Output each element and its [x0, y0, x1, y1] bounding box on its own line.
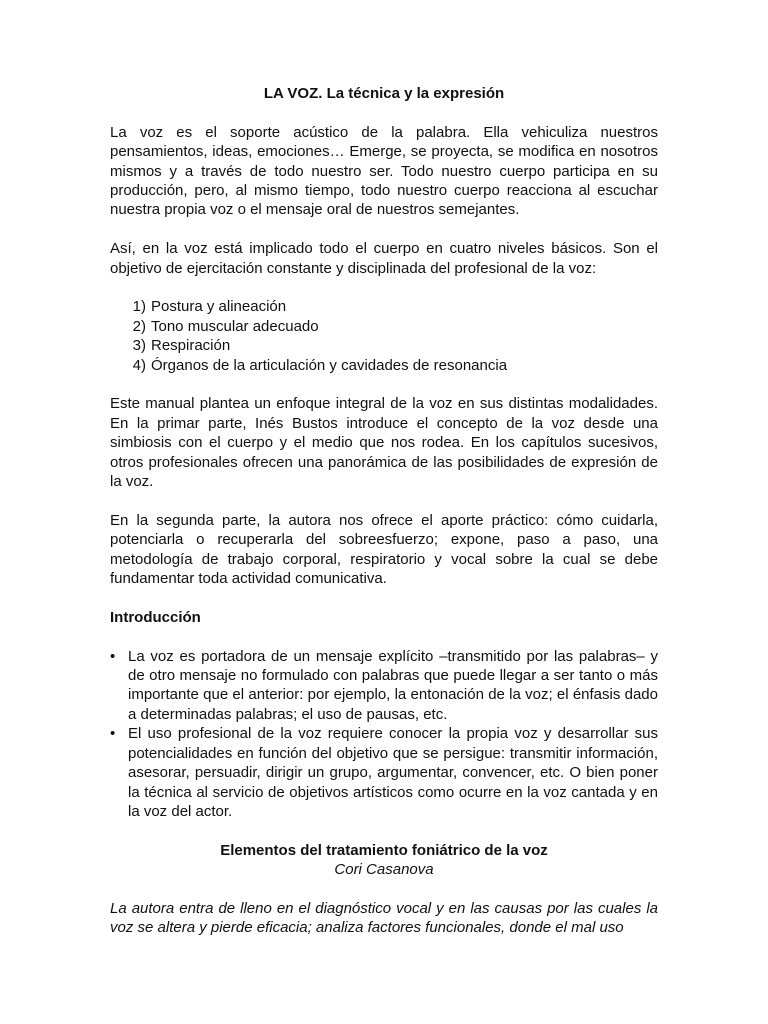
list-number: 4): [132, 356, 146, 374]
list-item: [110, 336, 658, 355]
list-number: 3): [132, 337, 146, 355]
section-author: Cori Casanova: [334, 861, 434, 879]
list-item: [110, 297, 658, 316]
document-title: LA VOZ. La técnica y la expresión: [263, 85, 505, 102]
paragraph: Este manual plantea un enfoque integral de la voz en sus distintas modalidades. En la primar parte, Inés Bustos introduce el concepto de la voz desde una simbiosis con el cuerpo y el medio que nos rodea. En los capítulos sucesivos, otros profesionales ofrecen una panorámica de las posibilidades de expresión de la voz.: [110, 395, 658, 491]
list-item: [110, 317, 658, 336]
list-item: [110, 356, 658, 375]
document-body: [110, 84, 658, 938]
paragraph: La voz es el soporte acústico de la palabra. Ella vehiculiza nuestros pensamientos, ideas, emociones… Emerge, se proyecta, se modifica en nosotros mismos y a través de todo nuestro ser. Todo nuestro cuerpo participa en su producción, pero, al mismo tiempo, todo nuestro cuerpo reacciona al escuchar nuestra propia voz o el mensaje oral de nuestros semejantes.: [110, 123, 658, 219]
list-item-text: Tono muscular adecuado: [151, 317, 319, 335]
numbered-list: [110, 297, 658, 375]
bullet-icon: •: [110, 647, 116, 665]
section-title: Elementos del tratamiento foniátrico de la voz: [220, 841, 548, 859]
bullet-item: [110, 647, 658, 725]
list-number: 2): [132, 317, 146, 335]
section-heading-introduccion: Introducción: [110, 608, 201, 626]
bullet-item: [110, 724, 658, 821]
list-number: 1): [132, 298, 146, 316]
bullet-text: El uso profesional de la voz requiere conocer la propia voz y desarrollar sus potencialidades en función del objetivo que se persigue: transmitir información, asesorar, persuadir, dirigir un grupo, argumentar, convencer, etc. O bien poner la técnica al servicio de objetivos artísticos como ocurre en la voz cantada y en la voz del actor.: [128, 725, 658, 820]
bullet-icon: •: [110, 725, 116, 743]
list-item-text: Respiración: [151, 337, 231, 355]
bullet-list: [110, 647, 658, 822]
paragraph: Así, en la voz está implicado todo el cuerpo en cuatro niveles básicos. Son el objetivo de ejercitación constante y disciplinada del profesional de la voz:: [110, 240, 658, 277]
paragraph: En la segunda parte, la autora nos ofrece el aporte práctico: cómo cuidarla, potenciarla o recuperarla del sobreesfuerzo; expone, paso a paso, una metodología de trabajo corporal, respiratorio y vocal sobre la cual se debe fundamentar toda actividad comunicativa.: [110, 511, 658, 588]
list-item-text: Órganos de la articulación y cavidades de resonancia: [151, 356, 508, 374]
bullet-text: La voz es portadora de un mensaje explícito –transmitido por las palabras– y de otro mensaje no formulado con palabras que puede llegar a ser tanto o más importante que el anterior: por ejemplo, la entonación de la voz; el énfasis dado a determinadas palabras; el uso de pausas, etc.: [128, 647, 658, 723]
list-item-text: Postura y alineación: [151, 298, 287, 316]
section-paragraph: La autora entra de lleno en el diagnóstico vocal y en las causas por las cuales la voz se altera y pierde eficacia; analiza factores funcionales, donde el mal uso: [110, 899, 658, 937]
